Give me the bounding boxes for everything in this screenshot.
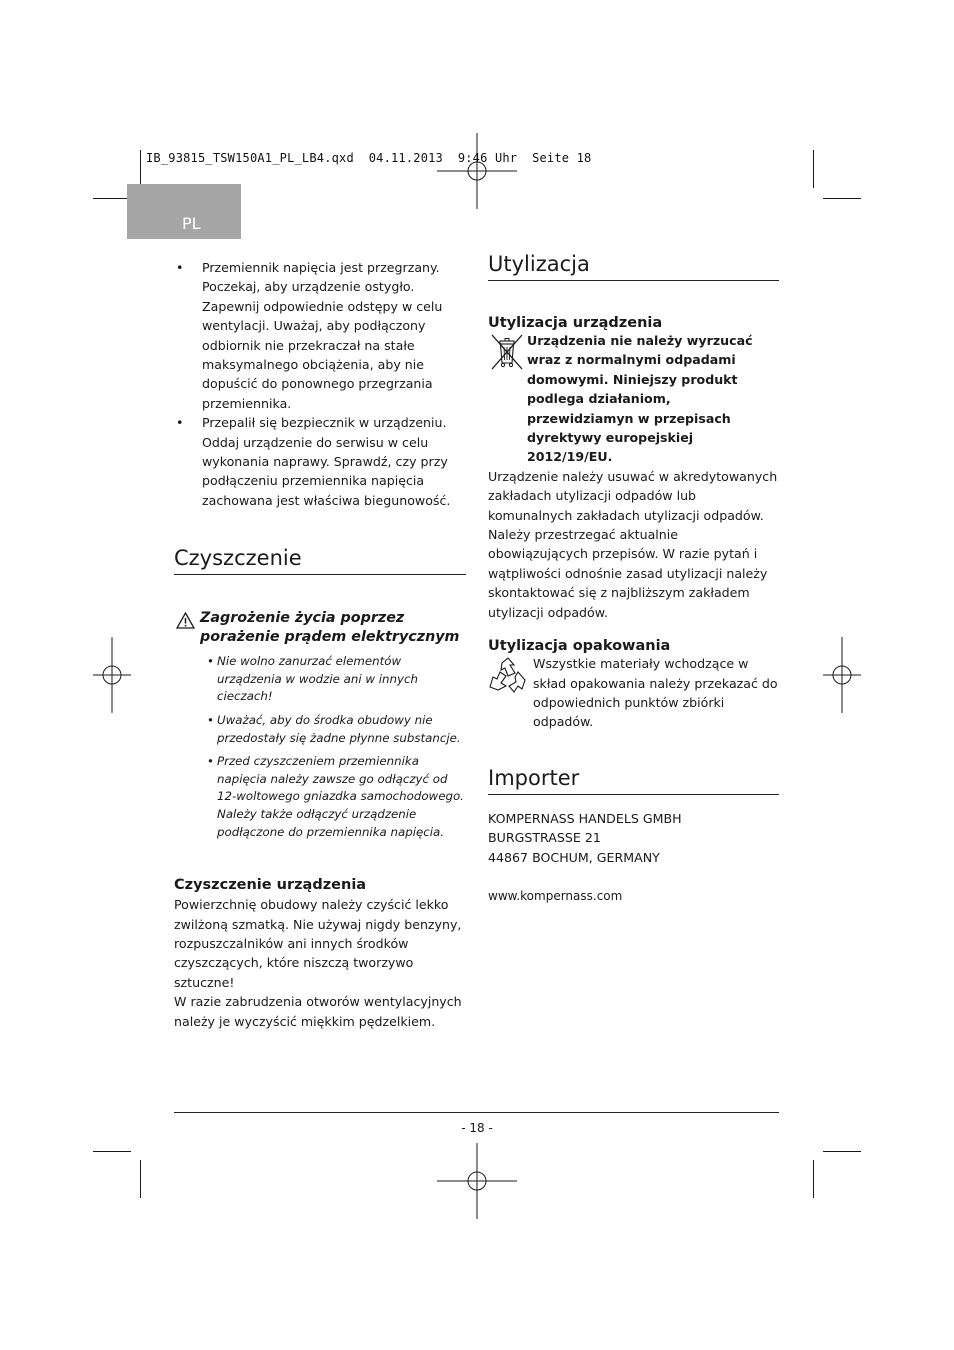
- subheading-device-cleaning: Czyszczenie urządzenia: [174, 877, 367, 894]
- list-item: • Uważać, aby do środka obudowy nie przedostały się żadne płynne substancje.: [174, 712, 466, 747]
- paragraph: Urządzenie należy usuwać w akredytowanych zakładach utylizacji odpadów lub komunalnych zakładach utylizacji odpadów.: [488, 468, 778, 523]
- subheading-packaging-disposal: Utylizacja opakowania: [488, 638, 671, 655]
- list-item: • Nie wolno zanurzać elementów urządzenia w wodzie ani w innych cieczach!: [174, 653, 466, 706]
- packaging-notice: [488, 654, 779, 732]
- right-column: [488, 252, 779, 906]
- warning-triangle-icon: [176, 612, 195, 629]
- list-item: • Przemiennik napięcia jest przegrzany. Poczekaj, aby urządzenie ostygło. Zapewnij odpowiednie odstępy w celu wentylacji. Uważaj, aby podłączony odbiornik nie przekraczał na stałe maksymalnego obciążenia, aby nie dopuścić do ponownego przegrzania przemiennika.: [174, 258, 466, 413]
- language-tab: [127, 184, 241, 239]
- registration-mark-icon: [823, 637, 861, 713]
- paragraph: Powierzchnię obudowy należy czyścić lekko zwilżoną szmatką. Nie używaj nigdy benzyny, rozpuszczalników ani innych środków czyszczących, które niszczą tworzywo sztuczne!: [174, 897, 462, 990]
- address-line: KOMPERNASS HANDELS GMBH: [488, 810, 682, 826]
- weee-statement: Urządzenia nie należy wyrzucać wraz z normalnymi odpadami domowymi. Niniejszy produkt podlega działaniom, przewidziamyn w przepisach dyrektywy europejskiej 2012/19/EU.: [527, 333, 753, 465]
- crop-mark: [823, 1151, 861, 1152]
- registration-mark-icon: [93, 637, 131, 713]
- crop-mark: [140, 1160, 141, 1198]
- warning-list: [174, 653, 466, 841]
- list-item: • Przepalił się bezpiecznik w urządzeniu. Oddaj urządzenie do serwisu w celu wykonania naprawy. Sprawdź, czy przy podłączeniu przemiennika napięcia zachowana jest właściwa biegunowość.: [174, 413, 466, 510]
- language-code: PL: [182, 214, 201, 233]
- troubleshooting-list: [174, 258, 466, 510]
- crop-mark: [93, 198, 131, 199]
- registration-mark-icon: [437, 133, 517, 209]
- recycling-icon: [488, 656, 528, 696]
- section-heading-importer: Importer: [488, 766, 779, 795]
- crop-mark: [813, 1160, 814, 1198]
- warning-heading: [174, 609, 466, 647]
- crossed-out-bin-icon: [488, 332, 526, 372]
- left-column: [174, 258, 466, 1031]
- importer-address: [488, 809, 779, 867]
- crop-mark: [823, 198, 861, 199]
- address-line: 44867 BOCHUM, GERMANY: [488, 849, 660, 865]
- crop-mark: [93, 1151, 131, 1152]
- weee-notice: [488, 331, 779, 467]
- warning-heading-text: Zagrożenie życia poprzez porażenie prądem elektrycznym: [200, 610, 460, 646]
- paragraph: Należy przestrzegać aktualnie obowiązujących przepisów. W razie pytań i wątpliwości odnośnie zasad utylizacji należy skontaktować się z najbliższym zakładem utylizacji odpadów.: [488, 527, 768, 620]
- packaging-statement: Wszystkie materiały wchodzące w skład opakowania należy przekazać do odpowiednich punktów zbiórki odpadów.: [533, 656, 778, 730]
- registration-mark-icon: [437, 1143, 517, 1219]
- page-number: - 18 -: [461, 1121, 493, 1135]
- crop-mark: [140, 150, 141, 188]
- list-item: • Przed czyszczeniem przemiennika napięcia należy zawsze go odłączyć od 12-woltowego gniazdka samochodowego. Należy także odłączyć urządzenie podłączone do przemiennika napięcia.: [174, 753, 466, 841]
- address-line: BURGSTRASSE 21: [488, 830, 601, 846]
- website-link[interactable]: www.kompernass.com: [488, 888, 623, 903]
- paragraph: W razie zabrudzenia otworów wentylacyjnych należy je wyczyścić miękkim pędzelkiem.: [174, 994, 462, 1029]
- footer-rule: [174, 1112, 779, 1113]
- section-heading-cleaning: Czyszczenie: [174, 546, 466, 575]
- subheading-device-disposal: Utylizacja urządzenia: [488, 315, 663, 331]
- print-slug: IB_93815_TSW150A1_PL_LB4.qxd 04.11.2013 9:46 Uhr Seite 18: [146, 151, 592, 165]
- section-heading-disposal: Utylizacja: [488, 252, 779, 281]
- crop-mark: [813, 150, 814, 188]
